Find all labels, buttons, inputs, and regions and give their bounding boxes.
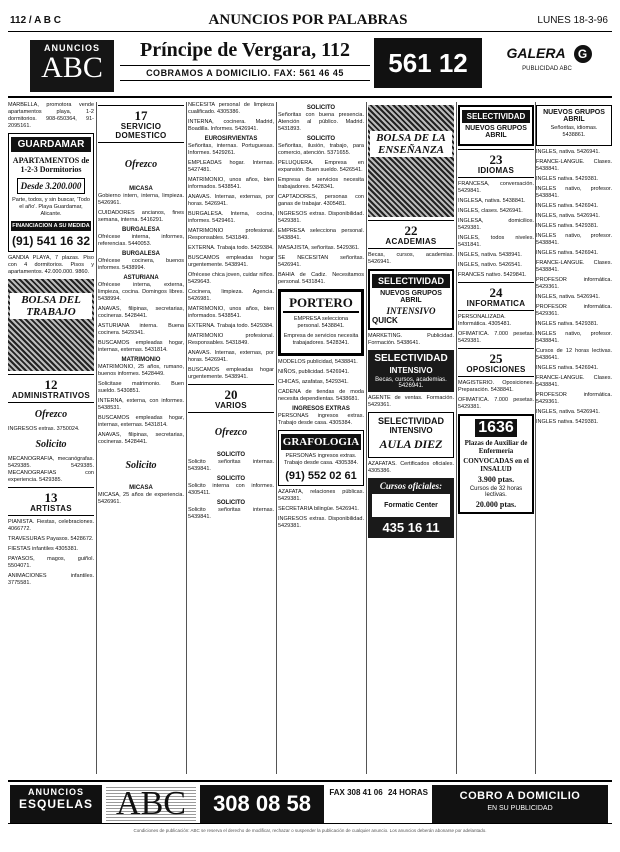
- classified-ad: MATRIMONIO profesional. Responsables. 5431849.: [188, 333, 274, 346]
- classified-ad: Gobierno intern, interna, limpieza. 5426961.: [98, 193, 184, 206]
- classified-ad: Señoritas, internas. Portuguesas. Informes. 5429261.: [188, 143, 274, 156]
- classified-ad: INGLES nativo, profesor. 5438841.: [536, 331, 612, 344]
- footer-fax: FAX 308 41 06: [329, 788, 383, 797]
- classified-ad: BUSCAMOS empleadas hogar, internas, externas. 5431814.: [98, 415, 184, 428]
- classified-ad: INTERNA, cocinera. Madrid, Boadilla. Informes. 5426941.: [188, 119, 274, 132]
- classified-ad: Ofrécese interna, informes, referencias. 5440053.: [98, 234, 184, 247]
- classified-ad: INTERNA, externa, con informes. 5438531.: [98, 398, 184, 411]
- classified-ad: Señoritas con buena presencia. Atención al público. Madrid. 5431893.: [278, 112, 364, 132]
- abc-logo: ANUNCIOS ABC: [30, 40, 114, 92]
- classified-ad: INGLES nativa. 5426941.: [536, 365, 599, 371]
- aula-diez-ad: SELECTIVIDAD INTENSIVO AULA DIEZ: [368, 412, 454, 458]
- classified-ad: INGLES, nativa. 5426941.: [536, 213, 600, 219]
- classified-ad: MASAJISTA, señoritas. 5429361.: [278, 245, 360, 251]
- section-oposiciones: 25 OPOSICIONES: [458, 348, 534, 377]
- auxiliar-enfermeria-ad: 1636 Plazas de Auxiliar de Enfermería CONVOCADAS en el INSALUD 3.900 ptas. Cursos de 32 horas lectivas. 20.000 ptas.: [458, 414, 534, 514]
- page-label: 112 / A B C: [10, 15, 61, 26]
- section-academias: 22 ACADEMIAS: [368, 220, 454, 249]
- section-servicio-domestico: 17 SERVICIO DOMESTICO: [98, 105, 184, 143]
- classified-ad: CHICAS, azafatas, 5429341.: [278, 379, 349, 385]
- classified-ad: MATRIMONIO, 25 años, rumano, buenos informes. 5428449.: [98, 364, 184, 377]
- classified-ad: NIÑOS, publicidad. 5426941.: [278, 369, 350, 375]
- classified-ad: AZAFATA, relaciones públicas. 5429381.: [278, 489, 364, 502]
- guardamar-phone: (91) 541 16 32: [11, 234, 91, 248]
- classified-ad: MATRIMONIO profesional. Responsables. 5431849.: [188, 228, 274, 241]
- classified-ad: OFIMATICA. 7.000 pesetas. 5429381.: [458, 397, 534, 410]
- footer-label: ANUNCIOS ESQUELAS: [10, 785, 102, 823]
- classified-ad: EMPRESA selecciona personal. 5438841.: [278, 228, 364, 241]
- classified-ad: EMPLEADAS hogar. Internas. 5427481.: [188, 160, 274, 173]
- footer-phone: 308 08 58: [200, 785, 324, 823]
- classified-ad: ASTURIANA interna. Buena cocinera. 5429341.: [98, 323, 184, 336]
- classified-ad: CUIDADORES ancianos, fines semana, interna. 5416291.: [98, 210, 184, 223]
- section-title: ANUNCIOS POR PALABRAS: [208, 12, 408, 28]
- classified-ad: NECESITA personal de limpieza cualificado. 4305386.: [188, 102, 274, 115]
- classified-ad: INGLESA, domicilios. 5429381.: [458, 218, 534, 231]
- classified-ad: FRANCE-LANGUE. Clases. 5438841.: [536, 260, 612, 273]
- classified-ad: INGLES, nativa. 5438941.: [458, 252, 522, 258]
- classified-ad: FRANCE-LANGUE. Clases. 5438841.: [536, 375, 612, 388]
- selectividad-ad: SELECTIVIDAD NUEVOS GRUPOS ABRIL INTENSIVO QUICK: [368, 269, 454, 330]
- portero-ad: PORTERO EMPRESA selecciona personal. 5438841. Empresa de servicios necesita trabajadores. 5428341.: [278, 289, 364, 356]
- column-5: [368, 102, 454, 774]
- classified-ad: INGLES, nativa. 5426941.: [536, 409, 600, 415]
- classified-ad: MATRIMONIO, unos años, bien informados. 5438541.: [188, 306, 274, 319]
- classified-ad: PROFESOR informática. 5429361.: [536, 277, 612, 290]
- office-phone: 561 12: [374, 38, 482, 88]
- classified-ad: MECANOGRAFIA, mecanógrafas. 5429385. 5429385. MECANOGRAFIAS con experiencia. 5429385.: [8, 456, 94, 483]
- section-artistas: 13 ARTISTAS: [8, 487, 94, 516]
- classified-ad: ANAVAS, filipinas, secretarias, cocineras. 5428441.: [98, 306, 184, 319]
- classified-ad: PELUQUERA. Empresa en expansión. Buen sueldo. 5426541.: [278, 160, 364, 173]
- office-promo: [120, 38, 370, 94]
- section-informatica: 24 INFORMATICA: [458, 282, 534, 311]
- classified-ad: Empresa de servicios necesita trabajadores. 5428341.: [278, 177, 364, 190]
- classified-ad: MODELOS publicidad, 5438841.: [278, 359, 358, 365]
- classified-ad: EXTERNA. Trabaja todo. 5429384.: [188, 245, 274, 251]
- classified-ad: INGLES nativo, profesor. 5438841.: [536, 186, 612, 199]
- selectividad-intensivo-ad: SELECTIVIDAD INTENSIVO Becas, cursos, academias. 5426941.: [368, 350, 454, 392]
- classified-ad: INGLES nativa. 5429381.: [536, 419, 599, 425]
- classified-ad: EXTERNA. Trabaja todo. 5429384.: [188, 323, 274, 329]
- classified-ad: ANAVAS, filipinas, secretarias, cocineras. 5428441.: [98, 432, 184, 445]
- grafologia-phone: (91) 552 02 61: [285, 470, 357, 482]
- classified-ad: BURGALESA. Interna, cocina, informes. 5429461.: [188, 211, 274, 224]
- formatic-phone: 435 16 11: [382, 520, 440, 535]
- column-4: SOLICITO Señoritas con buena presencia. Atención al público. Madrid. 5431893. SOLICITO Señoritas, ilusión, trabajo, para comercio, atención. 5371655. PELUQUERA. Empresa en expansión. Buen sueldo. 5426541. Empresa de servicios necesita trabajadores. 5428341. CAPTADORES, personas con ganas de trabajar. 4305481. INGRESOS extras. Disponibilidad. 5429381. EMPRESA selecciona personal. 5438841. MASAJISTA, señoritas. 5429361. SE NECESITAN señoritas. 5426941. BAHIA de Cadiz. Necesitamos personal. 5431841. PORTERO EMPRESA selecciona personal. 5438841. Empresa de servicios necesita trabajadores. 5428341. MODELOS publicidad, 5438841. NIÑOS, publicidad. 5426941. CHICAS, azafatas, 5429341. CADENA de tiendas de moda necesita dependientas. 5438681. INGRESOS EXTRAS PERSONAS ingresos extras. Trabajo desde casa. 4305384. GRAFOLOGIA PERSONAS ingresos extras. Trabajo desde casa. 4305384. (91) 552 02 61 AZAFATA, relaciones públicas. 5429381. SECRETARIA bilingüe. 5426941. INGRESOS extras. Disponibilidad. 5429381.: [278, 105, 364, 529]
- classified-ad: BAHIA de Cadiz. Necesitamos personal. 5431841.: [278, 272, 364, 285]
- section-administrativos: 12 ADMINISTRATIVOS: [8, 374, 94, 403]
- classified-ad: Cursos de 12 horas lectivas. 5438641.: [536, 348, 612, 361]
- classified-ad: INGLESA, nativa. 5438841.: [458, 198, 526, 204]
- classified-ad: INGRESOS extras. Disponibilidad. 5429381.: [278, 211, 364, 224]
- classified-ad: PIANISTA. Fiestas, celebraciones. 4066772.: [8, 519, 94, 532]
- classified-ad: MARKETING. Publicidad. Formación. 5438641.: [368, 333, 454, 346]
- galera-icon: G: [574, 45, 592, 63]
- classified-ad: BUSCAMOS empleadas hogar urgentemente. 5438941.: [188, 367, 274, 380]
- office-address: Príncipe de Vergara, 112: [140, 39, 350, 61]
- classified-ad: Solicito interna con informes. 4305411.: [188, 483, 274, 496]
- ofrezco-label: Ofrezco: [214, 427, 248, 438]
- classified-ad: INGLES, nativa. 5426941.: [536, 294, 600, 300]
- classified-ad: PAYASOS, magos, guiñol. 5504071.: [8, 556, 94, 569]
- classified-ad: CAPTADORES, personas con ganas de trabajar. 4305481.: [278, 194, 364, 207]
- classified-ad: Cocinera, limpieza. Agencia. 5426981.: [188, 289, 274, 302]
- column-7: [536, 102, 612, 774]
- ofrezco-label: Ofrezco: [34, 409, 68, 420]
- classified-ad: FRANCES nativo. 5429841.: [458, 272, 527, 278]
- classified-ad: INGLES nativa. 5429381.: [536, 176, 599, 182]
- classified-ad: Ofrécese cocinera, buenos informes. 5438994.: [98, 258, 184, 271]
- classified-ad: INGLES nativo, profesor. 5438841.: [536, 233, 612, 246]
- classified-ad: INGLES nativa. 5429381.: [536, 223, 599, 229]
- footer-banner: [8, 780, 612, 824]
- selectividad-abril-ad: SELECTIVIDAD NUEVOS GRUPOS ABRIL: [458, 105, 534, 146]
- classified-ad: OFIMATICA. 7.000 pesetas. 5429381.: [458, 331, 534, 344]
- classified-ad: MICASA, 25 años de experiencia. 5426961.: [98, 492, 184, 505]
- guardamar-ad: GUARDAMAR APARTAMENTOS de 1-2-3 Dormitorios Desde 3.200.000 Parte, todos, y sin buscar, 'Todo el año'. Playa Guardamar, Alicante. FINANCIACION A SU MEDIDA (91) 541 16 32: [8, 133, 94, 252]
- classified-ad: ANAVAS. Internas, externas, por horas. 5426941.: [188, 194, 274, 207]
- classified-ad: MATRIMONIO, unos años, bien informados. 5438541.: [188, 177, 274, 190]
- classified-ad: CADENA de tiendas de moda necesita dependientas. 5438681.: [278, 389, 364, 402]
- classified-ad: BUSCAMOS empleadas hogar urgentemente. 5438941.: [188, 255, 274, 268]
- section-idiomas: 23 IDIOMAS: [458, 149, 534, 178]
- column-1: [8, 102, 94, 774]
- classified-ad: Ofrécese chica joven, cuidar niños. 5429643.: [188, 272, 274, 285]
- classified-ad: INGLES, nativa. 5426941.: [536, 149, 600, 155]
- running-header: [8, 10, 612, 32]
- classified-ad: INGRESOS extras. 3750024.: [8, 426, 80, 432]
- ofrezco-label: Ofrezco: [124, 159, 158, 170]
- classified-ad: AZAFATAS. Certificados oficiales. 4305386.: [368, 461, 454, 474]
- fine-print: Condiciones de publicación: ABC se reserva el derecho de modificar, rechazar o suspender la publicación de cualquier anuncio. Los anuncios deberán abonarse por adelantado.: [133, 828, 487, 833]
- classified-ad: TRAVESURAS Payasos. 5428672.: [8, 536, 94, 542]
- classified-ad: PERSONALIZADA. Informática. 4305481.: [458, 314, 512, 327]
- classified-ad: Solicitase matrimonio. Buen sueldo. 5430851.: [98, 381, 184, 394]
- classified-ad: INGRESOS extras. Disponibilidad. 5429381.: [278, 516, 364, 529]
- classified-ad: SE NECESITAN señoritas. 5426941.: [278, 255, 364, 268]
- office-delivery: COBRAMOS A DOMICILIO. FAX: 561 46 45: [120, 65, 370, 81]
- classified-ad: FIESTAS infantiles 4305381.: [8, 546, 79, 552]
- classified-ad: INGLES nativa. 5426941.: [536, 203, 599, 209]
- column-2: 17 SERVICIO DOMESTICO Ofrezco MICASA Gobierno intern, interna, limpieza. 5426961. CUIDADORES ancianos, fines semana, interna. 5416291. BURGALESA Ofrécese interna, informes, referencias. 5440053. BURGALESA Ofrécese cocinera, buenos informes. 5438994. ASTURIANA Ofrécese interna, externa, limpieza, cocina. Domingos libres. 5438994. ANAVAS, filipinas, secretarias, cocineras. 5428441. ASTURIANA interna. Buena cocinera. 5429341. BUSCAMOS empleadas hogar, internas, externas. 5431814. MATRIMONIO MATRIMONIO, 25 años, rumano, buenos informes. 5428449. Solicitase matrimonio. Buen sueldo. 5430851. INTERNA, externa, con informes. 5438531. BUSCAMOS empleadas hogar, internas, externas. 5431814. ANAVAS, filipinas, secretarias, cocineras. 5428441. Solicito MICASA MICASA, 25 años de experiencia. 5426961.: [98, 102, 184, 774]
- classified-ad: INGLES, clases. 5426941.: [458, 208, 523, 214]
- classified-ad: ANAVAS. Internas, externas, por horas. 5426941.: [188, 350, 274, 363]
- classified-ad: ANIMACIONES infantiles. 3775581.: [8, 573, 94, 586]
- classified-ad: AGENTE de ventas. Formación. 5429361.: [368, 395, 454, 408]
- classified-ad: INGLES nativa. 5426941.: [536, 250, 599, 256]
- classified-ad: Señoritas, ilusión, trabajo, para comercio, atención. 5371655.: [278, 143, 364, 156]
- classified-ad: FRANCE-LANGUE. Clases. 5438841.: [536, 159, 612, 172]
- classified-ad: BUSCAMOS empleadas hogar, internas, externas. 5431814.: [98, 340, 184, 353]
- classified-ad: Solicito señoritas internas. 5439841.: [188, 459, 274, 472]
- classified-ad: PROFESOR informática. 5429361.: [536, 304, 612, 317]
- column-6: [458, 102, 534, 774]
- classified-ad: Becas, cursos, academias. 5426941.: [368, 252, 454, 265]
- solicito-label: Solicito: [125, 460, 157, 471]
- classified-ad: GANDIA PLAYA, 7 plazas. Piso con 4 dormitorios. Pisos y apartamentos. 42.000.000. 9860.: [8, 255, 94, 275]
- galera-logo: GALERA G PUBLICIDAD ABC: [492, 44, 602, 84]
- classified-ad: Ofrécese interna, externa, limpieza, cocina. Domingos libres. 5438994.: [98, 282, 184, 302]
- classified-ad: PROFESOR informática. 5429361.: [536, 392, 612, 405]
- cursos-oficiales-ad: Cursos oficiales: Formatic Center 435 16 11: [368, 478, 454, 538]
- classified-ad: SECRETARIA bilingüe. 5426941.: [278, 506, 359, 512]
- classified-ad: INGLES, nativo. 5426541.: [458, 262, 522, 268]
- classified-ad: INGLES, todos niveles. 5431841.: [458, 235, 534, 248]
- classified-ad: INGLES nativa. 5429381.: [536, 321, 599, 327]
- issue-date: LUNES 18-3-96: [537, 15, 608, 26]
- classified-ad: PERSONAS ingresos extras. Trabajo desde casa. 4305384.: [278, 413, 364, 426]
- dario-estudio-ad: NUEVOS GRUPOS ABRIL Señoritas, idiomas. 5438861.: [536, 105, 612, 146]
- grafologia-ad: GRAFOLOGIA PERSONAS ingresos extras. Trabajo desde casa. 4305384. (91) 552 02 61: [278, 430, 364, 486]
- classified-ad: FRANCESA, conversación. 5429841.: [458, 181, 534, 194]
- footer-abc-logo: ABC: [106, 785, 196, 823]
- classified-ad: MARBELLA, promotora vende apartamentos playa, 1-2 dormitorios. 908-650364, 91-2095161.: [8, 102, 94, 129]
- classified-ad: MAGISTERIO. Oposiciones. Preparación. 5438841.: [458, 380, 534, 393]
- section-varios: 20 VARIOS: [188, 384, 274, 413]
- footer-24h: 24 HORAS: [387, 788, 428, 797]
- column-3: NECESITA personal de limpieza cualificado. 4305386. INTERNA, cocinera. Madrid, Boadilla. Informes. 5426941. EUROSIRVIENTAS Señoritas, internas. Portuguesas. Informes. 5429261. EMPLEADAS hogar. Internas. 5427481. MATRIMONIO, unos años, bien informados. 5438541. ANAVAS. Internas, externas, por horas. 5426941. BURGALESA. Interna, cocina, informes. 5429461. MATRIMONIO profesional. Responsables. 5431849. EXTERNA. Trabaja todo. 5429384. BUSCAMOS empleadas hogar urgentemente. 5438941. Ofrécese chica joven, cuidar niños. 5429643. Cocinera, limpieza. Agencia. 5426981. MATRIMONIO, unos años, bien informados. 5438541. EXTERNA. Trabaja todo. 5429384. MATRIMONIO profesional. Responsables. 5431849. ANAVAS. Internas, externas, por horas. 5426941. BUSCAMOS empleadas hogar urgentemente. 5438941. 20 VARIOS Ofrezco SOLICITO Solicito señoritas internas. 5439841. SOLICITO Solicito interna con informes. 4305411. SOLICITO Solicito señoritas internas. 5439841.: [188, 102, 274, 520]
- footer-cobro: COBRO A DOMICILIO EN SU PUBLICIDAD: [432, 785, 608, 823]
- newspaper-page: [8, 10, 612, 842]
- top-banner: [8, 36, 612, 98]
- solicito-label: Solicito: [35, 439, 67, 450]
- classified-ad: Solicito señoritas internas. 5439841.: [188, 507, 274, 520]
- bolsa-trabajo-box: BOLSA DEL TRABAJO: [8, 279, 94, 371]
- bolsa-ensenanza-box: BOLSA DE LA ENSEÑANZA: [368, 105, 454, 217]
